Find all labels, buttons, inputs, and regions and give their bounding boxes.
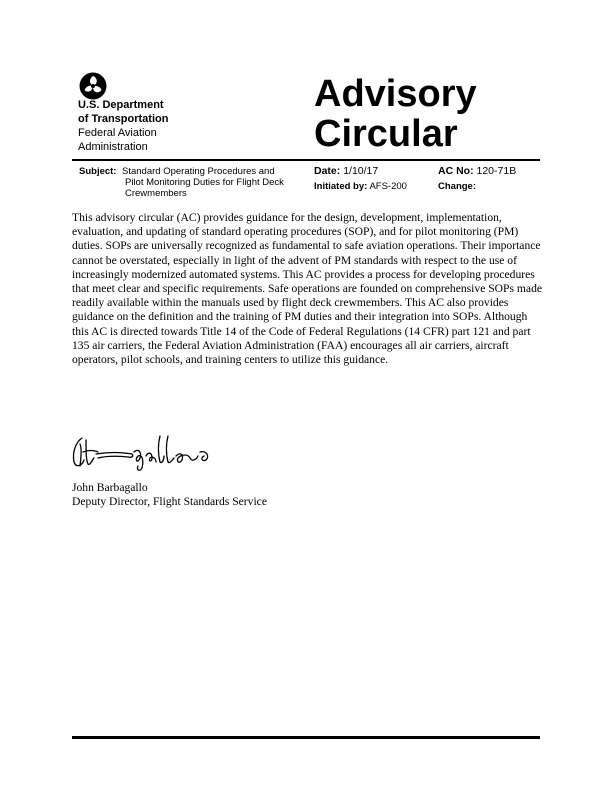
- department-line1: U.S. Department: [78, 99, 164, 111]
- signature-image: [68, 430, 216, 474]
- ac-number-value: 120-71B: [476, 165, 517, 177]
- subject-label: Subject:: [79, 166, 117, 177]
- footer-divider: [72, 736, 540, 739]
- header-divider: [72, 159, 540, 161]
- title-line2: Circular: [314, 113, 458, 155]
- ac-number-label: AC No:: [438, 165, 474, 177]
- signer-title: Deputy Director, Flight Standards Service: [72, 495, 267, 509]
- signer-block: [72, 481, 267, 509]
- initiated-value: AFS-200: [369, 181, 407, 192]
- agency-line2: Administration: [78, 141, 148, 153]
- initiated-label: Initiated by:: [314, 181, 368, 192]
- department-line2: of Transportation: [78, 113, 169, 125]
- signer-name: John Barbagallo: [72, 481, 148, 494]
- body-paragraph: This advisory circular (AC) provides guidance for the design, development, implementation, evaluation, and updating of standard operating procedures (SOP), and for pilot monitoring (PM) duties. SOPs are universally recognized as fundamental to safe aviation operations. Their importance cannot be overstated, especially in light of the advent of PM standards with respect to the use of increasingly modernized automated systems. This AC provides a process for developing procedures that meet clear and specific requirements. Safe operations are founded on comprehensive SOPs made readily available within the manuals used by flight deck crewmembers. This AC also provides guidance on the definition and the training of PM duties and their integration into SOPs. Although this AC is directed towards Title 14 of the Code of Federal Regulations (14 CFR) part 121 and part 135 air carriers, the Federal Aviation Administration (FAA) encourages all air carriers, aircraft operators, pilot schools, and training centers to utilize this guidance.: [72, 211, 543, 367]
- dot-logo-icon: [79, 72, 107, 100]
- change-label: Change:: [438, 181, 476, 192]
- date-value: 1/10/17: [343, 165, 379, 177]
- date-field: [314, 166, 378, 177]
- title-line1: Advisory: [314, 73, 477, 115]
- agency-block: [78, 98, 168, 154]
- agency-line1: Federal Aviation: [78, 127, 157, 139]
- date-label: Date:: [314, 165, 341, 177]
- document-title: [314, 74, 477, 154]
- ac-number-field: [438, 166, 516, 177]
- subject-text: Standard Operating Procedures and Pilot Monitoring Duties for Flight Deck Crewmembers: [122, 166, 284, 199]
- initiated-by-field: [314, 181, 407, 192]
